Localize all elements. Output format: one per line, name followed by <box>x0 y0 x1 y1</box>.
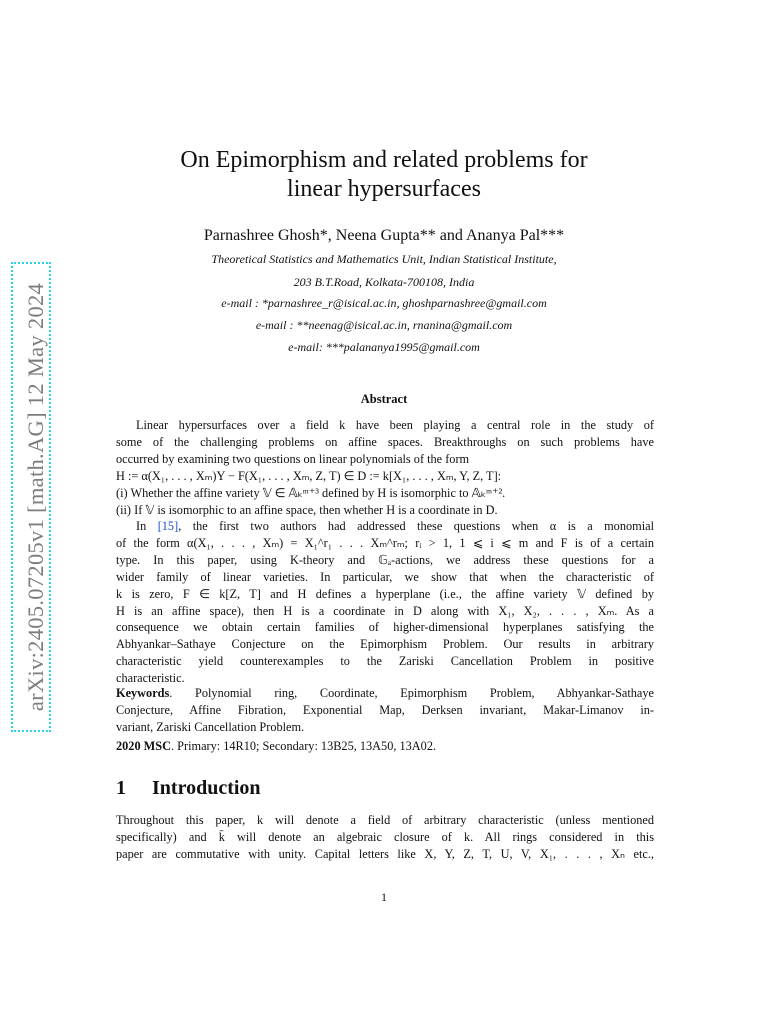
email-line-1: e-mail : *parnashree_r@isical.ac.in, ghoshparnashree@gmail.com <box>221 296 547 310</box>
email-line-3: e-mail: ***palananya1995@gmail.com <box>288 340 480 354</box>
introduction-paragraph <box>116 812 654 863</box>
abstract-line: characteristic yield counterexamples to the Zariski Cancellation Problem in positive <box>116 654 654 669</box>
question-two: (ii) If 𝕍 is isomorphic to an affine space, then whether H is a coordinate in D. <box>116 502 498 517</box>
abstract-line: k is zero, F ∈ k[Z, T] and H defines a hyperplane (i.e., the affine variety 𝕍 defined by <box>116 586 654 601</box>
section-heading <box>116 777 261 800</box>
affiliation-line-1: Theoretical Statistics and Mathematics Unit, Indian Statistical Institute, <box>211 252 557 266</box>
abstract-paragraph-2 <box>116 518 654 687</box>
abstract-line: H is an affine space), then H is a coordinate in D along with X₁, X₂, . . . , Xₘ. As a <box>116 603 654 618</box>
text-run: . Primary: 14R10; Secondary: 13B25, 13A50, 13A02. <box>171 739 437 753</box>
email-line-2: e-mail : **neenag@isical.ac.in, rnanina@gmail.com <box>255 318 513 332</box>
text-run: In <box>136 519 158 533</box>
abstract-line: wider family of linear varieties. In particular, we show that when the characteristic of <box>116 569 654 584</box>
msc-text <box>116 738 654 755</box>
msc-label: 2020 MSC <box>116 739 171 753</box>
keywords-line-3: variant, Zariski Cancellation Problem. <box>116 719 305 734</box>
text-run: . Polynomial ring, Coordinate, Epimorphism Problem, Abhyankar-Sathaye <box>169 686 654 700</box>
abstract-line: of the form α(X₁, . . . , Xₘ) = X₁^r₁ . . . Xₘ^rₘ; rᵢ > 1, 1 ⩽ i ⩽ m and F is of a certain <box>116 535 654 550</box>
keywords-label: Keywords <box>116 686 170 700</box>
abstract-line: occurred by examining two questions on linear polynomials of the form <box>116 451 470 466</box>
abstract-heading: Abstract <box>360 392 408 406</box>
keywords-line-2: Conjecture, Affine Fibration, Exponential Map, Derksen invariant, Makar-Limanov in- <box>116 702 654 717</box>
citation-link[interactable]: [15] <box>157 519 179 533</box>
arxiv-identifier[interactable]: arXiv:2405.07205v1 [math.AG] 12 May 2024 <box>23 282 48 712</box>
abstract-line: Abhyankar–Sathaye Conjecture on the Epimorphism Problem. Our results in arbitrary <box>116 637 654 652</box>
section-title: Introduction <box>152 777 261 799</box>
abstract-paragraph-1 <box>116 417 654 518</box>
msc-line <box>116 738 654 755</box>
abstract-line: type. In this paper, using K-theory and 𝔾ₐ-actions, we address these questions for a <box>116 552 654 567</box>
abstract-line: Linear hypersurfaces over a field k have been playing a central role in the study of <box>136 418 654 432</box>
abstract-formula: H := α(X₁, . . . , Xₘ)Y − F(X₁, . . . , Xₘ, Z, T) ∈ D := k[X₁, . . . , Xₘ, Y, Z, T]: <box>116 468 502 483</box>
title-line-2: linear hypersurfaces <box>287 176 481 202</box>
intro-line: Throughout this paper, k will denote a field of arbitrary characteristic (unless mentioned <box>116 813 654 827</box>
keywords-line-1 <box>116 685 654 702</box>
abstract-line <box>116 518 654 535</box>
abstract-line: characteristic. <box>116 671 185 686</box>
section-number: 1 <box>116 777 126 799</box>
page-number: 1 <box>381 890 387 904</box>
question-one: (i) Whether the affine variety 𝕍 ∈ 𝔸ₖᵐ⁺³ defined by H is isomorphic to 𝔸ₖᵐ⁺². <box>116 485 506 500</box>
intro-line: specifically) and k̄ will denote an algebraic closure of k. All rings considered in this <box>116 829 654 844</box>
abstract-line: consequence we obtain certain families of higher-dimensional hyperplanes satisfying the <box>116 620 654 635</box>
paper-title <box>114 146 654 204</box>
keywords-block <box>116 685 654 736</box>
abstract-line: some of the challenging problems on affine spaces. Breakthroughs on such problems have <box>116 434 654 449</box>
author-list: Parnashree Ghosh*, Neena Gupta** and Ananya Pal*** <box>203 227 565 244</box>
title-line-1: On Epimorphism and related problems for <box>180 147 588 173</box>
affiliation-line-2: 203 B.T.Road, Kolkata-700108, India <box>293 275 475 289</box>
intro-line: paper are commutative with unity. Capital letters like X, Y, Z, T, U, V, X₁, . . . , Xₙ etc., <box>116 846 654 861</box>
text-run: , the first two authors had addressed these questions when α is a monomial <box>178 519 654 533</box>
